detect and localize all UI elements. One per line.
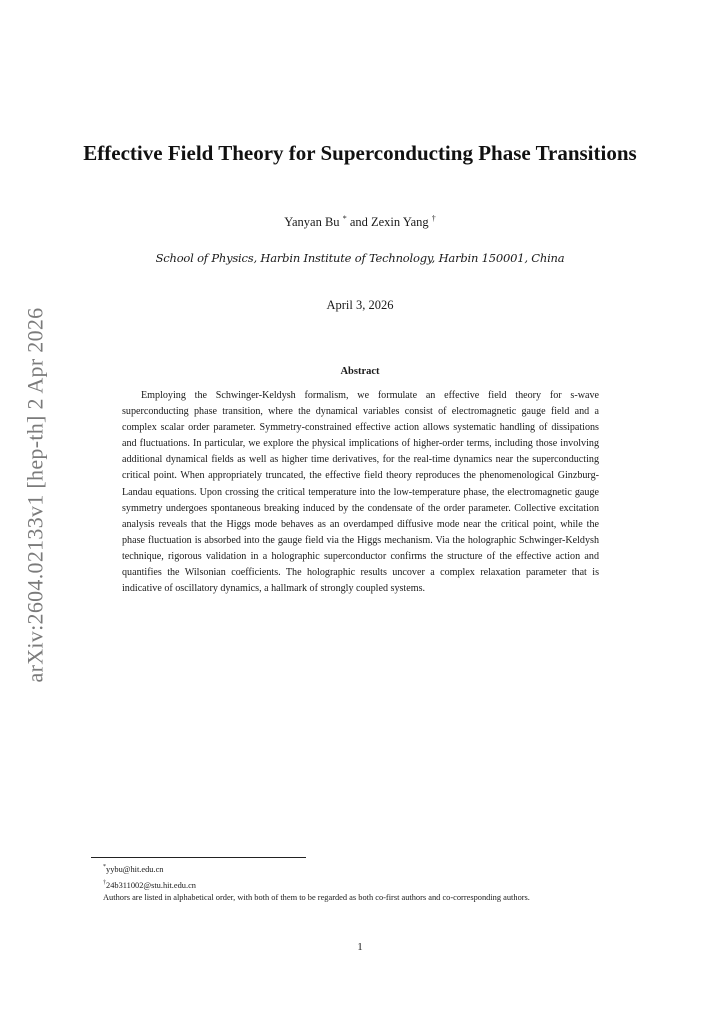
footnote-marker: * [103, 864, 106, 870]
abstract-heading: Abstract [340, 366, 380, 377]
author-name: Yanyan Bu [284, 215, 340, 230]
author-list [80, 214, 640, 230]
footnote-email-2 [89, 877, 634, 893]
footnote-email-1 [89, 861, 634, 877]
author-contribution-note: Authors are listed in alphabetical order, with both of them to be regarded as both co-first authors and co-corresponding authors. [103, 893, 530, 903]
footnote-marker: * [342, 214, 347, 223]
author-affiliation: School of Physics, Harbin Institute of Technology, Harbin 150001, China [155, 251, 565, 265]
paper-title: Effective Field Theory for Superconducting Phase Transitions [83, 141, 637, 165]
footnotes [89, 861, 634, 905]
author-conjunction: and [349, 215, 368, 230]
arxiv-identifier-text: arXiv:2604.02133v1 [hep-th] 2 Apr 2026 [22, 307, 47, 683]
publication-date: April 3, 2026 [326, 298, 394, 312]
footnote-text: 24b311002@stu.hit.edu.cn [106, 880, 196, 890]
author-name: Zexin Yang [371, 215, 429, 230]
footnote-marker: † [103, 879, 106, 886]
footnote-divider [91, 857, 306, 858]
arxiv-identifier-stamp [8, 300, 62, 690]
abstract-body: Employing the Schwinger-Keldysh formalism, we formulate an effective field theory for s-wave superconducting phase transition, where the dynamical variables consist of electromagnetic gauge field and a complex scalar order parameter. Symmetry-constrained effective action allows systematic handling of dissipations and fluctuations. In particular, we explore the physical implications of higher-order terms, including those involving additional dynamical fields as well as higher time derivatives, for the real-time dynamics near the superconducting critical point. When appropriately truncated, the effective field theory reproduces the phenomenological Ginzburg-Landau equations. Upon crossing the critical temperature into the low-temperature phase, the electromagnetic gauge symmetry undergoes spontaneous breaking induced by the condensate of the order parameter. Collective excitation analysis reveals that the Higgs mode behaves as an overdamped diffusive mode near the critical point, while the phase fluctuation is absorbed into the gauge field via the Higgs mechanism. Via the holographic Schwinger-Keldysh technique, rigorous validation in a holographic superconductor confirms the structure of the effective action and quantifies the Wilsonian coefficients. The holographic results uncover a complex relaxation parameter that is indicative of oscillatory dynamics, a hallmark of strongly coupled systems. [122, 390, 599, 595]
footnote-text: yybu@hit.edu.cn [106, 864, 164, 874]
page-number: 1 [357, 941, 363, 953]
footnote-marker: † [431, 214, 436, 223]
